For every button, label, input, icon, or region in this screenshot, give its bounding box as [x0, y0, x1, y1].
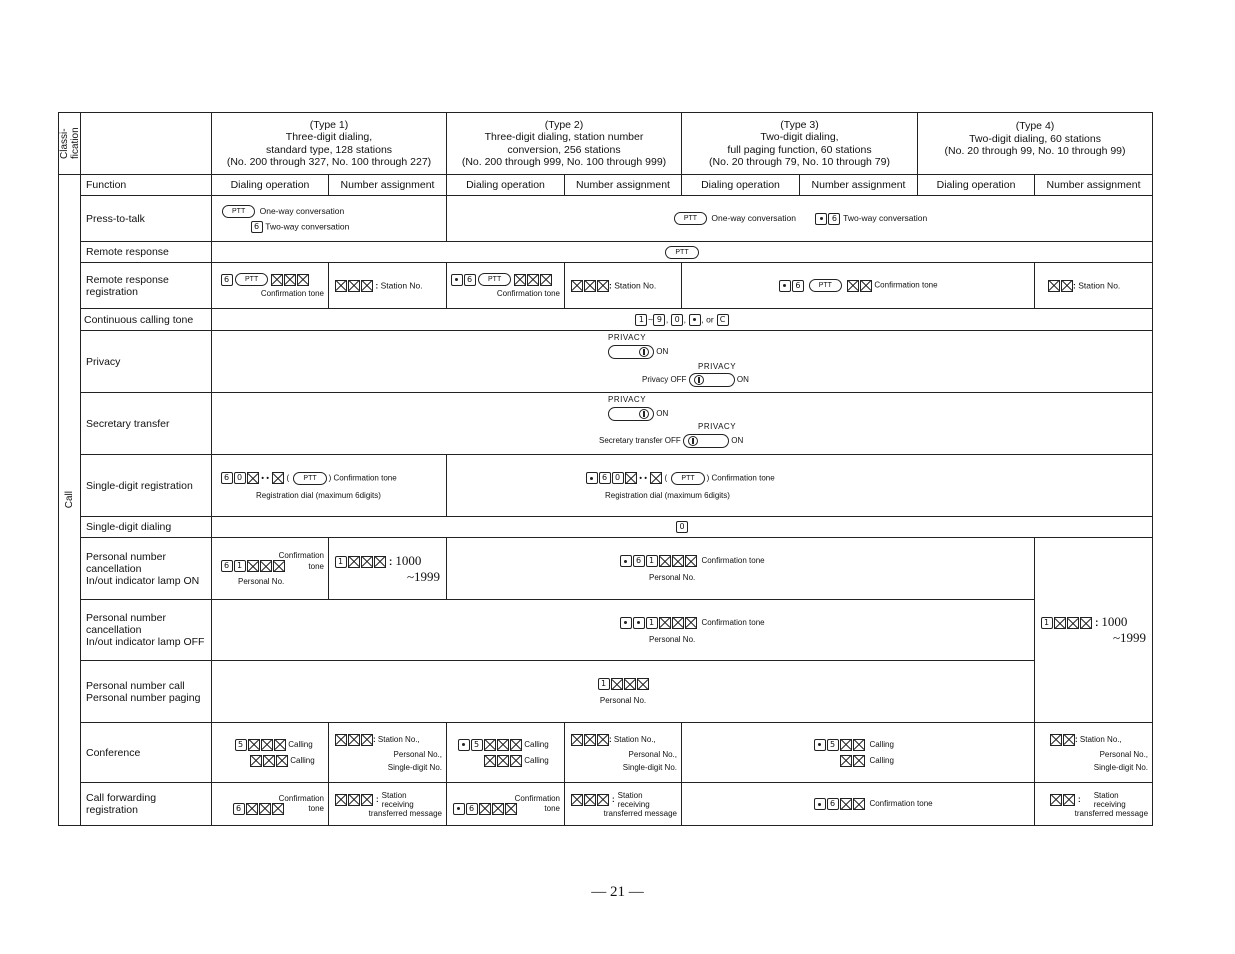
number-assign-header: Number assignment — [329, 175, 447, 196]
row-label: Secretary transfer — [81, 393, 212, 455]
row-single-digit-registration: Single-digit registration 6 0 • • ( PTT ) Confirmation tone Registration dial (maximum 6digits) 6 0 • • ( PTT ) Confirmation tone Registration dial (maximum 6digits) — [59, 455, 1153, 517]
row-label: Call forwarding registration — [81, 783, 212, 826]
dialing-op-header: Dialing operation — [212, 175, 329, 196]
type-3-header: (Type 3) Two-digit dialing, full paging function, 60 stations (No. 20 through 79, No. 10 through 79) — [682, 113, 918, 175]
function-table — [58, 112, 1153, 826]
row-press-to-talk: Press-to-talk PTT One-way conversation 6 Two-way conversation PTT One-way conversation 6 Two-way conversation — [59, 196, 1153, 242]
row-label: Single-digit dialing — [81, 517, 212, 538]
key-6: 6 — [251, 221, 263, 233]
row-label: Personal number cancellation In/out indicator lamp ON — [81, 538, 212, 600]
row-pn-cancel-on: Personal number cancellation In/out indicator lamp ON Confirmation 6 1 tone Personal No. 1 : 1000 ~1999 6 1 Confirmation tone Personal No. 1 : 1000 ~1999 — [59, 538, 1153, 600]
row-pn-call: Personal number call Personal number paging 1 Personal No. — [59, 661, 1153, 723]
privacy-switch-off — [689, 373, 735, 387]
row-continuous-calling-tone: Continuous calling tone 1 ~ 9 , 0 , , or C — [59, 309, 1153, 331]
row-label: Press-to-talk — [81, 196, 212, 242]
row-remote-response-registration: Remote response registration 6 PTT Confirmation tone : Station No. 6 PTT Confirmation tone : Station No. 6 PTT Confirmation tone : Station No. — [59, 263, 1153, 309]
ptt-key: PTT — [222, 205, 255, 218]
type-1-header: (Type 1) Three-digit dialing, standard type, 128 stations (No. 200 through 327, No. 100 through 227) — [212, 113, 447, 175]
row-conference: Conference 5 Calling Calling : Station No., Personal No., Single-digit No. 5 Calling Calling : Station No., Personal No., Single-digit No. 5 Calling Calling : Station No., Personal No., Single-digit No. — [59, 723, 1153, 783]
key-6: 6 — [828, 213, 840, 225]
classification-header: Classi-fication — [59, 113, 81, 175]
privacy-switch-off — [683, 434, 729, 448]
row-label: Continuous calling tone — [81, 309, 212, 331]
row-label: Remote response — [81, 242, 212, 263]
row-label: Single-digit registration — [81, 455, 212, 517]
row-label: Privacy — [81, 331, 212, 393]
privacy-switch-on — [608, 345, 654, 359]
dialing-op-header: Dialing operation — [918, 175, 1035, 196]
number-assign-header: Number assignment — [565, 175, 682, 196]
dialing-op-header: Dialing operation — [447, 175, 565, 196]
row-label: Personal number cancellation In/out indicator lamp OFF — [81, 600, 212, 661]
row-pn-cancel-off: Personal number cancellation In/out indicator lamp OFF 1 Confirmation tone Personal No. — [59, 600, 1153, 661]
row-privacy: Privacy PRIVACY ON PRIVACY Privacy OFF ON — [59, 331, 1153, 393]
page-number: — 21 — — [591, 884, 644, 900]
ptt-key: PTT — [665, 246, 698, 259]
row-label: Conference — [81, 723, 212, 783]
number-assign-header: Number assignment — [1035, 175, 1153, 196]
dialing-op-header: Dialing operation — [682, 175, 800, 196]
row-single-digit-dialing: Single-digit dialing 0 — [59, 517, 1153, 538]
dot-key — [815, 213, 827, 225]
row-secretary-transfer: Secretary transfer PRIVACY ON PRIVACY Secretary transfer OFF ON — [59, 393, 1153, 455]
ptt-key: PTT — [674, 212, 707, 225]
type-2-header: (Type 2) Three-digit dialing, station number conversion, 256 stations (No. 200 through 999, No. 100 through 999) — [447, 113, 682, 175]
row-label: Personal number call Personal number paging — [81, 661, 212, 723]
row-remote-response — [59, 242, 1153, 263]
type-4-header: (Type 4) Two-digit dialing, 60 stations (No. 20 through 99, No. 10 through 99) — [918, 113, 1153, 175]
privacy-switch-on — [608, 407, 654, 421]
call-classification: Call — [59, 175, 81, 826]
function-header: Function — [81, 175, 212, 196]
row-call-forwarding: Call forwarding registration Confirmation 6 tone : Station receiving transferred message Confirmation 6 tone : Station receiving transferred message 6 Confirmation tone : Station receiving transferred message — [59, 783, 1153, 826]
number-assign-header: Number assignment — [800, 175, 918, 196]
row-label: Remote response registration — [81, 263, 212, 309]
